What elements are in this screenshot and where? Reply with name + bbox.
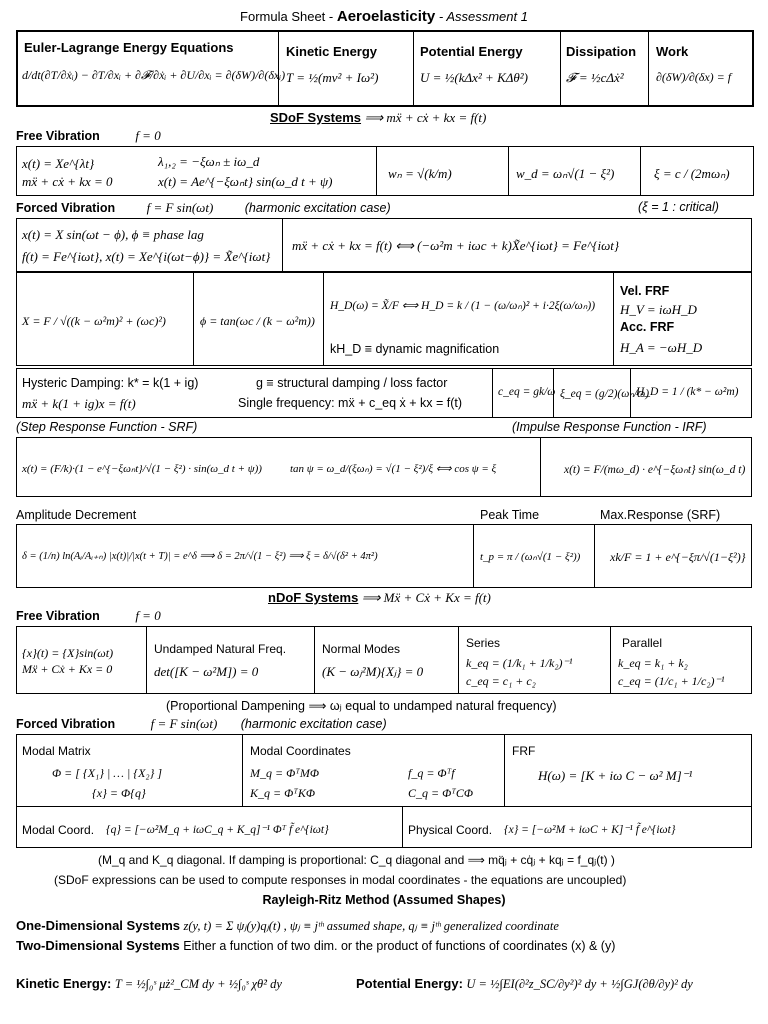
forced-vib-header [16, 200, 391, 216]
modal-matrix-eq: Φ = [ {X₁} | … | {X₂} ] [52, 766, 163, 780]
hysteric-l2: mẍ + k(1 + ig)x = f(t) [22, 396, 136, 411]
undamped-eq: det([K − ω²M]) = 0 [154, 664, 259, 679]
two-dim-text: Either a function of two dim. or the product of functions of coordinates (x) & (y) [183, 939, 616, 953]
modes-title: Normal Modes [322, 642, 401, 656]
frf-title: FRF [512, 744, 536, 758]
kinetic-energy-eq: T = ½∫₀ˢ μż²_CM dy + ½∫₀ˢ χθ̇² dy [114, 977, 282, 991]
proportional-note: (Proportional Dampening ⟹ ωⱼ equal to undamped natural frequency) [166, 699, 557, 713]
amplitude-eq: X = F / √((k − ω²m)² + (ωc)²) [22, 314, 166, 328]
title-main: Aeroelasticity [336, 8, 436, 25]
free-vib-l4: x(t) = Ae^{−ξωₙt} sin(ω_d t + ψ) [158, 174, 333, 189]
xieq-eq: ξ_eq = (g/2)(ωₙ/ω) [560, 388, 650, 400]
potential-equation: U = ½(kΔx² + KΔθ²) [420, 70, 528, 85]
vel-frf-title: Vel. FRF [620, 284, 670, 298]
ndof-forced-cond: f = F sin(ωt) [150, 716, 218, 731]
mq-eq: M_q = ΦᵀMΦ [250, 766, 319, 780]
series-title: Series [466, 636, 501, 650]
potential-energy-label: Potential Energy: [356, 976, 463, 991]
kinetic-title: Kinetic Energy [286, 44, 378, 59]
free-vib-cond: f = 0 [135, 128, 161, 143]
ndof-free-l2: Mẍ + Cẋ + Kx = 0 [22, 662, 113, 676]
ndof-free-label-text: Free Vibration [16, 609, 100, 623]
modal-matrix-eq2: {x} = Φ{q} [92, 786, 146, 800]
free-vib-box [16, 146, 754, 196]
modal-matrix-title: Modal Matrix [22, 744, 91, 758]
srf-eq: x(t) = (F/k)·(1 − e^{−ξωₙt}/√(1 − ξ²) · sin(ω_d t + ψ)) [22, 463, 262, 475]
forced-vib-note: (harmonic excitation case) [244, 201, 391, 215]
hysteric-l2b: Single frequency: mẍ + c_eq ẋ + kx = f(t) [238, 396, 463, 410]
hysteric-l1b: g ≡ structural damping / loss factor [256, 376, 448, 390]
free-vib-label-text: Free Vibration [16, 129, 100, 143]
irf-eq: x(t) = F/(mω_d) · e^{−ξωₙt} sin(ω_d t) [564, 464, 746, 476]
modal-coord-label: Modal Coord. [22, 823, 95, 837]
forced-vib-cond: f = F sin(ωt) [146, 200, 214, 215]
sdof-header [270, 110, 486, 126]
ndof-header [268, 590, 491, 606]
modal-coord-eq: {q} = [−ω²M_q + iωC_q + K_q]⁻¹ Φᵀ f̃ e^{iωt} [106, 824, 329, 836]
kinetic-equation: T = ½(mv² + Iω²) [286, 70, 379, 85]
decrement-eq: δ = (1/n) ln(Aᵢ/Aᵢ₊ₙ) |x(t)|/|x(t + T)| = e^δ ⟹ δ = 2π/√(1 − ξ²) ⟹ ξ = δ/√(δ² + 4π²) [22, 551, 378, 562]
srf-tan: tan ψ = ω_d/(ξωₙ) = √(1 − ξ²)/ξ ⟺ cos ψ = ξ [290, 463, 497, 475]
forced-l1: x(t) = X sin(ωt − ϕ), ϕ ≡ phase lag [22, 227, 204, 242]
modes-eq: (K − ωⱼ²M){Xⱼ} = 0 [322, 664, 424, 679]
parallel-k: k_eq = k₁ + k₂ [618, 656, 688, 670]
diag-note: (M_q and K_q diagonal. If damping is proportional: C_q diagonal and ⟹ mq̈ⱼ + cq̇ⱼ + kqⱼ = f_qⱼ(t) ) [98, 853, 615, 867]
phase-eq: ϕ = tan(ωc / (k − ω²m)) [200, 314, 315, 328]
rayleigh-title: Rayleigh-Ritz Method (Assumed Shapes) [262, 893, 506, 907]
hd-eq: H_D(ω) = X̃/F ⟺ H_D = k / (1 − (ω/ωₙ)² + i·2ξ(ω/ωₙ)) [330, 300, 596, 312]
peak-time-label: Peak Time [480, 508, 540, 522]
dissipation-equation: 𝓕 = ½cΔẋ² [566, 70, 624, 85]
two-dim-label: Two-Dimensional Systems [16, 938, 180, 953]
work-title: Work [656, 44, 689, 59]
undamped-title: Undamped Natural Freq. [154, 642, 287, 656]
potential-energy-line [356, 976, 693, 992]
sdof-note: (SDoF expressions can be used to compute responses in modal coordinates - the equations are uncoupled) [54, 873, 627, 887]
sdof-title: SDoF Systems [270, 110, 362, 125]
natural-freq: wₙ = √(k/m) [388, 166, 452, 181]
two-dim-line [16, 938, 615, 953]
ndof-free-cond: f = 0 [135, 608, 161, 623]
kinetic-energy-label: Kinetic Energy: [16, 976, 112, 991]
decrement-label: Amplitude Decrement [16, 508, 137, 522]
ceq-eq: c_eq = gk/ω [498, 386, 556, 398]
free-vib-l3: λ₁,₂ = −ξωₙ ± iω_d [158, 154, 260, 169]
physical-coord-eq: {x} = [−ω²M + iωC + K]⁻¹ f̃ e^{iωt} [504, 824, 676, 836]
acc-frf-eq: H_A = −ωH_D [620, 340, 703, 355]
peak-time-eq: t_p = π / (ωₙ√(1 − ξ²)) [480, 551, 581, 563]
work-equation: ∂(δW)/∂(δx) = f [656, 70, 732, 84]
free-vib-l1: x(t) = Xe^{λt} [22, 156, 95, 171]
ndof-equation: ⟹ Mẍ + Cẋ + Kx = f(t) [361, 590, 491, 605]
max-response-label: Max.Response (SRF) [600, 508, 721, 522]
title-prefix: Formula Sheet - [240, 9, 337, 24]
forced-l3: mẍ + cẋ + kx = f(t) ⟺ (−ω²m + iωc + k)X̃e^{iωt} = Fe^{iωt} [292, 238, 620, 253]
vel-frf-eq: H_V = iωH_D [620, 302, 697, 317]
hd-note: kH_D ≡ dynamic magnification [330, 342, 500, 356]
srf-label: (Step Response Function - SRF) [16, 420, 198, 434]
page-title [0, 8, 768, 25]
ndof-forced-label: Forced Vibration [16, 717, 116, 731]
free-vib-l2: mẍ + cẋ + kx = 0 [22, 174, 113, 189]
acc-frf-title: Acc. FRF [620, 320, 675, 334]
parallel-c: c_eq = (1/c₁ + 1/c₂)⁻¹ [618, 674, 725, 688]
one-dim-line [16, 918, 559, 934]
forced-vib-label: Forced Vibration [16, 201, 116, 215]
parallel-title: Parallel [622, 636, 663, 650]
potential-title: Potential Energy [420, 44, 523, 59]
frf-eq: H(ω) = [K + iω C − ω² M]⁻¹ [538, 768, 693, 783]
hysteric-hd-eq: H_D = 1 / (k* − ω²m) [636, 386, 739, 398]
critical-note: (ξ = 1 : critical) [638, 200, 719, 214]
modal-coords-title: Modal Coordinates [250, 744, 351, 758]
fq-eq: f_q = Φᵀf [408, 766, 455, 780]
free-vib-label [16, 128, 161, 144]
damping-ratio: ξ = c / (2mωₙ) [654, 166, 730, 181]
one-dim-eq: z(y, t) = Σ ψⱼ(y)qⱼ(t) , ψⱼ ≡ jᵗʰ assumed shape, qⱼ ≡ jᵗʰ generalized coordinate [183, 919, 559, 933]
physical-coord-label: Physical Coord. [408, 823, 493, 837]
irf-label: (Impulse Response Function - IRF) [512, 420, 707, 434]
hysteric-l1: Hysteric Damping: k* = k(1 + ig) [22, 376, 199, 390]
kq-eq: K_q = ΦᵀKΦ [250, 786, 316, 800]
ndof-free-l1: {x}(t) = {X}sin(ωt) [22, 646, 114, 660]
cq-eq: C_q = ΦᵀCΦ [408, 786, 474, 800]
sdof-equation: ⟹ mẍ + cẋ + kx = f(t) [364, 110, 487, 125]
ndof-title: nDoF Systems [268, 590, 359, 605]
potential-energy-eq: U = ½∫EI(∂²z_SC/∂y²)² dy + ½∫GJ(∂θ/∂y)² dy [466, 977, 693, 991]
dissipation-title: Dissipation [566, 44, 637, 59]
damped-freq: w_d = ωₙ√(1 − ξ²) [516, 166, 615, 181]
one-dim-label: One-Dimensional Systems [16, 918, 180, 933]
ndof-forced-header [16, 716, 387, 732]
forced-l2: f(t) = Fe^{iωt}, x(t) = Xe^{i(ωt−ϕ)} = X̃e^{iωt} [22, 249, 271, 264]
ndof-forced-note: (harmonic excitation case) [240, 717, 387, 731]
euler-equation: d/dt(∂T/∂ẋᵢ) − ∂T/∂xᵢ + ∂𝓕/∂ẋᵢ + ∂U/∂xᵢ = ∂(δW)/∂(δxᵢ) [22, 68, 286, 82]
series-k: k_eq = (1/k₁ + 1/k₂)⁻¹ [466, 656, 573, 670]
max-response-eq: xk/F = 1 + e^{−ξπ/√(1−ξ²)} [610, 550, 746, 564]
euler-title: Euler-Lagrange Energy Equations [24, 40, 234, 55]
ndof-free-label [16, 608, 161, 624]
series-c: c_eq = c₁ + c₂ [466, 674, 536, 688]
title-suffix: - Assessment 1 [435, 9, 528, 24]
kinetic-energy-line [16, 976, 282, 992]
